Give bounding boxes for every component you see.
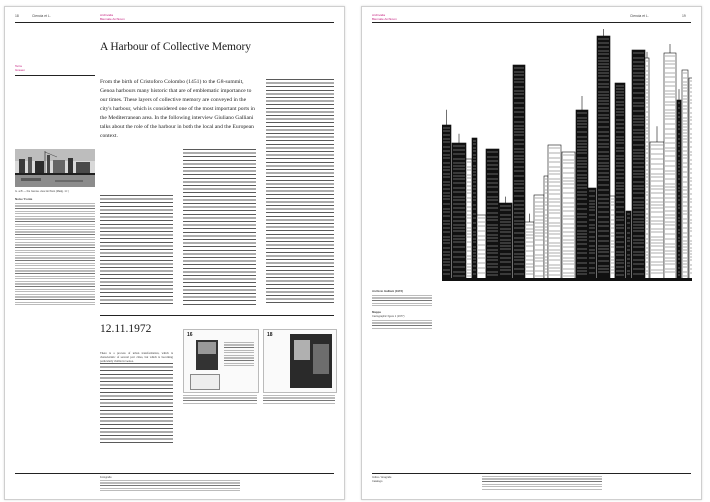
skyline-building [562, 152, 575, 279]
skyline-building [534, 195, 544, 279]
left-section-2: Biennale Archivum [100, 17, 125, 21]
left-running-title: Ciencia et L. [32, 14, 51, 18]
left-page [4, 6, 345, 500]
right-footer-label: Catalogo [372, 480, 383, 483]
skyline-building [525, 214, 534, 279]
right-bottom-rule [372, 473, 691, 474]
right-top-rule [372, 22, 691, 23]
figure-16-number: 16 [187, 332, 193, 338]
skyline-building [576, 96, 588, 279]
caption-text [372, 295, 432, 307]
skyline-building [645, 52, 649, 279]
caption-heading: Archivio Galliani (1972) [372, 289, 403, 293]
body-column-3 [266, 79, 334, 305]
left-page-number: 18 [15, 14, 19, 18]
skyline-building [466, 159, 472, 279]
right-footer-note: Indice / Anagrafe [372, 476, 392, 479]
figure-16 [183, 329, 259, 393]
skyline-building [615, 83, 625, 279]
skyline-building [626, 211, 631, 279]
skyline-building [597, 29, 610, 279]
right-section-1: Archivalia [372, 13, 386, 17]
skyline-building [682, 70, 688, 279]
left-column-heading: Nota / Fonte [15, 197, 33, 201]
left-bottom-rule [15, 473, 334, 474]
skyline-building [486, 149, 499, 279]
city-illustration [442, 29, 692, 284]
skyline-building [610, 196, 615, 279]
body-column-1 [100, 195, 173, 305]
skyline-building [689, 78, 692, 279]
side-tag-1: Terra [15, 64, 22, 68]
figure-16-photo-detail [198, 342, 216, 354]
body-column-2 [183, 149, 256, 305]
figure-18-number: 18 [267, 332, 273, 338]
skyline-building [664, 44, 676, 279]
figure-18-photo-detail-2 [313, 344, 329, 374]
map-caption-text [372, 320, 432, 330]
right-section-2: Biennale Archivum [372, 17, 397, 21]
date-heading: 12.11.1972 [100, 323, 152, 335]
figure-18 [263, 329, 337, 393]
skyline-building [544, 176, 548, 279]
date-intro: There is a process of urban transformation, which is characteristic of several port cities, but which is becoming particularly visible in Genoa. [100, 351, 173, 363]
left-footer-text [100, 480, 240, 492]
right-page-number: 19 [682, 14, 686, 18]
figure-caption-text-2 [263, 395, 335, 405]
skyline-building [472, 138, 477, 279]
date-column-text [100, 363, 173, 443]
left-column-text [15, 203, 95, 307]
skyline-building [513, 65, 525, 279]
skyline-building [477, 215, 486, 279]
skyline-building [452, 134, 466, 279]
skyline-ground [442, 278, 692, 281]
side-tag-2: Grauen [15, 68, 26, 72]
map-subheading: Cartographic figure 1 (1977) [372, 315, 405, 318]
figure-16-card [190, 374, 220, 390]
skyline-building [588, 188, 596, 279]
skyline-building [499, 197, 512, 279]
figure-16-notes [224, 342, 254, 368]
right-running-title: Ciencia et L. [630, 14, 649, 18]
skyline-building [632, 50, 645, 279]
mid-rule [100, 315, 334, 316]
right-page [361, 6, 702, 500]
skyline-building [677, 89, 681, 279]
page-title: A Harbour of Collective Memory [100, 41, 251, 53]
skyline-building [548, 145, 561, 279]
skyline-building [442, 110, 451, 279]
photo-caption: G. a.ffi — the Genoa. view Archivio (Mailg. 1.f.) [15, 190, 69, 193]
left-section-1: Archivalia [100, 13, 114, 17]
map-heading: Mappa [372, 310, 381, 314]
harbour-photo [15, 149, 95, 187]
figure-18-photo-detail [294, 340, 310, 360]
figure-caption-text [183, 395, 257, 405]
right-footer-text [482, 476, 602, 490]
left-footer-note: Fotografie [100, 476, 112, 479]
side-rule [15, 75, 95, 76]
lead-paragraph: From the birth of Cristoforo Colombo (1451) to the G8-summit, Genoa harbours many historic that are of emblematic importance to our times. These layers of collective memory are conveyed in the city's harbour, which is considered one of the most important ports in the Mediterranean area. In the following interview Giuliano Galliani talks about the role of the harbour in both the local and the European context. [100, 79, 255, 139]
skyline-building [650, 126, 664, 279]
left-top-rule [15, 22, 334, 23]
